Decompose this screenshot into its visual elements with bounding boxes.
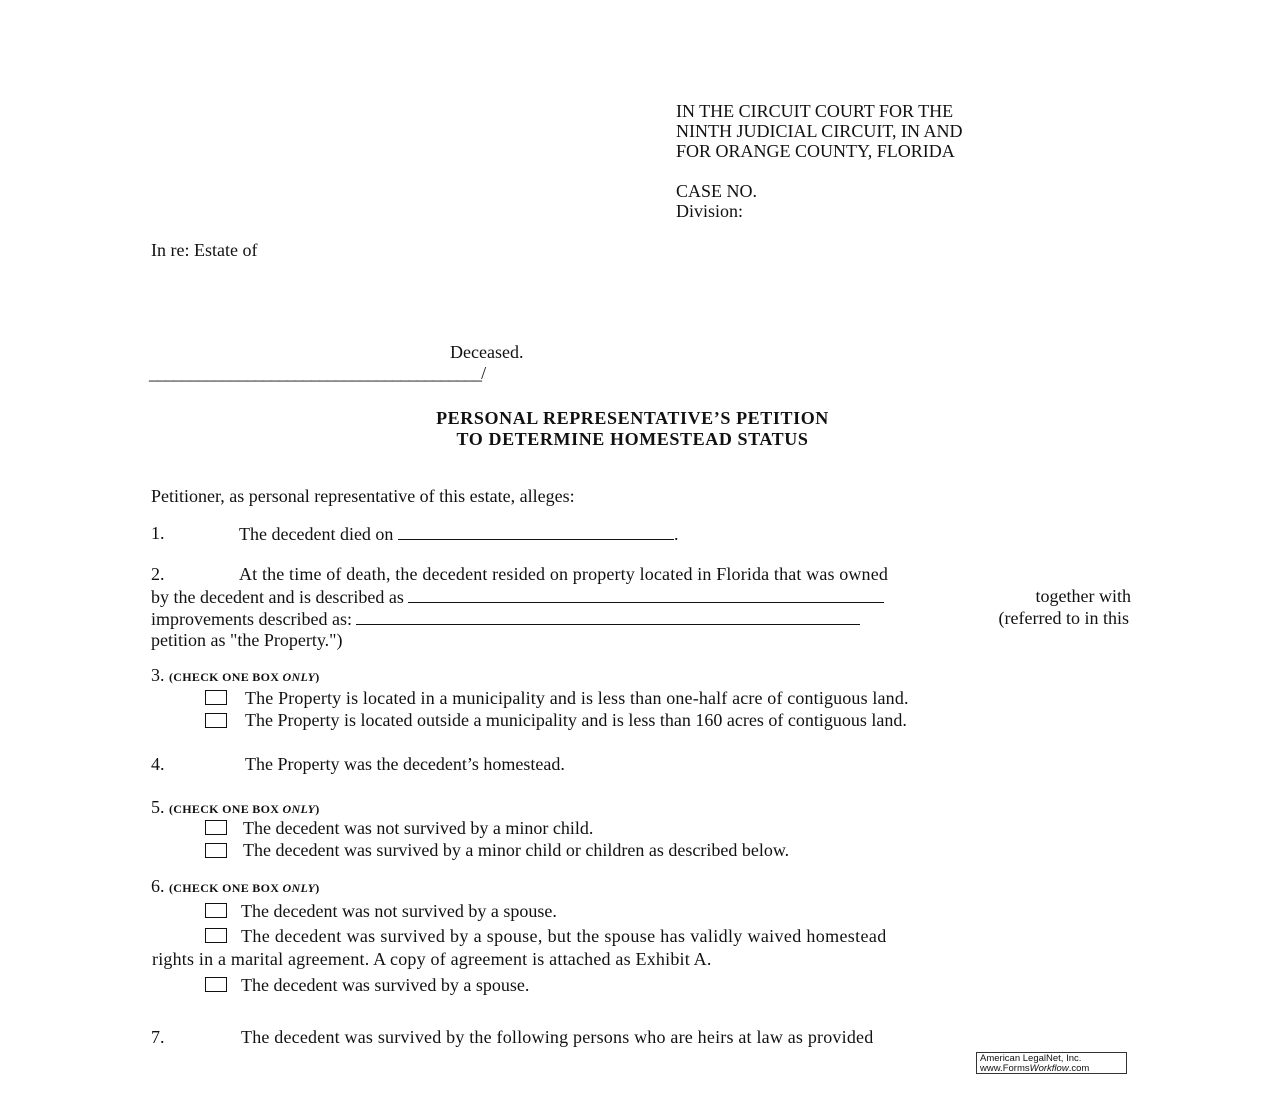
paragraph-5-option-1: The decedent was not survived by a minor child.: [243, 818, 594, 838]
intro-text: Petitioner, as personal representative of this estate, alleges:: [151, 486, 575, 506]
division-label: Division:: [676, 201, 744, 221]
publisher-footer: [976, 1052, 1127, 1074]
paragraph-2-line-4: petition as "the Property."): [151, 630, 343, 650]
paragraph-2-line-2: [151, 587, 1131, 606]
document-title-line-2: TO DETERMINE HOMESTEAD STATUS: [456, 429, 809, 449]
paragraph-1: [239, 524, 678, 543]
paragraph-6-number: 6.: [151, 876, 165, 896]
paragraph-6-option-2a: The decedent was survived by a spouse, but the spouse has validly waived homestead: [241, 926, 887, 946]
paragraph-1-end: .: [673, 524, 679, 544]
url-part-1: www.Forms: [980, 1063, 1030, 1074]
check-one-text: (CHECK ONE BOX: [169, 802, 283, 816]
url-part-3: .com: [1068, 1063, 1090, 1074]
paragraph-6-option-1: The decedent was not survived by a spouse.: [241, 901, 557, 921]
case-number-label: CASE NO.: [676, 181, 758, 201]
court-line-1: IN THE CIRCUIT COURT FOR THE: [676, 101, 954, 121]
court-line-2: NINTH JUDICIAL CIRCUIT, IN AND: [676, 121, 963, 141]
check-one-text: (CHECK ONE BOX: [169, 881, 283, 895]
paragraph-3-header: [151, 666, 320, 684]
paragraph-6-header: [151, 877, 320, 895]
estate-caption: In re: Estate of: [151, 240, 258, 260]
only-text: ONLY: [282, 881, 316, 895]
close-paren: ): [315, 670, 320, 684]
paragraph-6-option-2b: rights in a marital agreement. A copy of agreement is attached as Exhibit A.: [152, 949, 712, 969]
paragraph-2-line-3: [151, 609, 1129, 628]
paragraph-3-number: 3.: [151, 665, 165, 685]
improvements-blank[interactable]: [356, 609, 860, 625]
court-line-3: FOR ORANGE COUNTY, FLORIDA: [676, 141, 955, 161]
paragraph-5-option-2: The decedent was survived by a minor child or children as described below.: [243, 840, 790, 860]
paragraph-2-line-3b: (referred to in this: [998, 608, 1129, 628]
checkbox-6b[interactable]: [205, 928, 227, 943]
paragraph-5-header: [151, 798, 320, 816]
publisher-url: [980, 1064, 1123, 1074]
paragraph-2-line-2a: by the decedent and is described as: [151, 587, 404, 607]
only-text: ONLY: [282, 670, 316, 684]
paragraph-4-number: 4.: [151, 754, 165, 774]
paragraph-7-text: The decedent was survived by the following persons who are heirs at law as provided: [241, 1027, 874, 1047]
checkbox-6a[interactable]: [205, 903, 227, 918]
paragraph-2-line-1: At the time of death, the decedent resided on property located in Florida that was owned: [239, 564, 889, 584]
paragraph-3-option-1: The Property is located in a municipality and is less than one-half acre of contiguous land.: [245, 688, 909, 708]
close-paren: ): [315, 802, 320, 816]
document-title-line-1: PERSONAL REPRESENTATIVE’S PETITION: [436, 408, 829, 428]
paragraph-1-number: 1.: [151, 523, 165, 543]
court-header: [676, 101, 962, 221]
publisher-name: American LegalNet, Inc.: [980, 1053, 1082, 1064]
death-date-blank[interactable]: [398, 524, 674, 540]
paragraph-6-option-3: The decedent was survived by a spouse.: [241, 975, 530, 995]
property-description-blank[interactable]: [408, 587, 884, 603]
paragraph-5-number: 5.: [151, 797, 165, 817]
paragraph-2-line-2b: together with: [1035, 586, 1131, 606]
checkbox-3b[interactable]: [205, 713, 227, 728]
only-text: ONLY: [282, 802, 316, 816]
paragraph-1-text: The decedent died on: [239, 524, 394, 544]
paragraph-3-option-2: The Property is located outside a municipality and is less than 160 acres of contiguous land.: [245, 710, 907, 730]
checkbox-5a[interactable]: [205, 820, 227, 835]
paragraph-2-number: 2.: [151, 564, 165, 584]
paragraph-2-line-3a: improvements described as:: [151, 609, 352, 629]
check-one-text: (CHECK ONE BOX: [169, 670, 283, 684]
checkbox-3a[interactable]: [205, 690, 227, 705]
paragraph-4-text: The Property was the decedent’s homestead.: [245, 754, 565, 774]
checkbox-5b[interactable]: [205, 843, 227, 858]
url-part-2: Workflow: [1029, 1063, 1069, 1074]
caption-rule: _________________________________________/: [149, 363, 486, 383]
deceased-label: Deceased.: [450, 342, 524, 362]
close-paren: ): [315, 881, 320, 895]
paragraph-7-number: 7.: [151, 1027, 165, 1047]
checkbox-6c[interactable]: [205, 977, 227, 992]
